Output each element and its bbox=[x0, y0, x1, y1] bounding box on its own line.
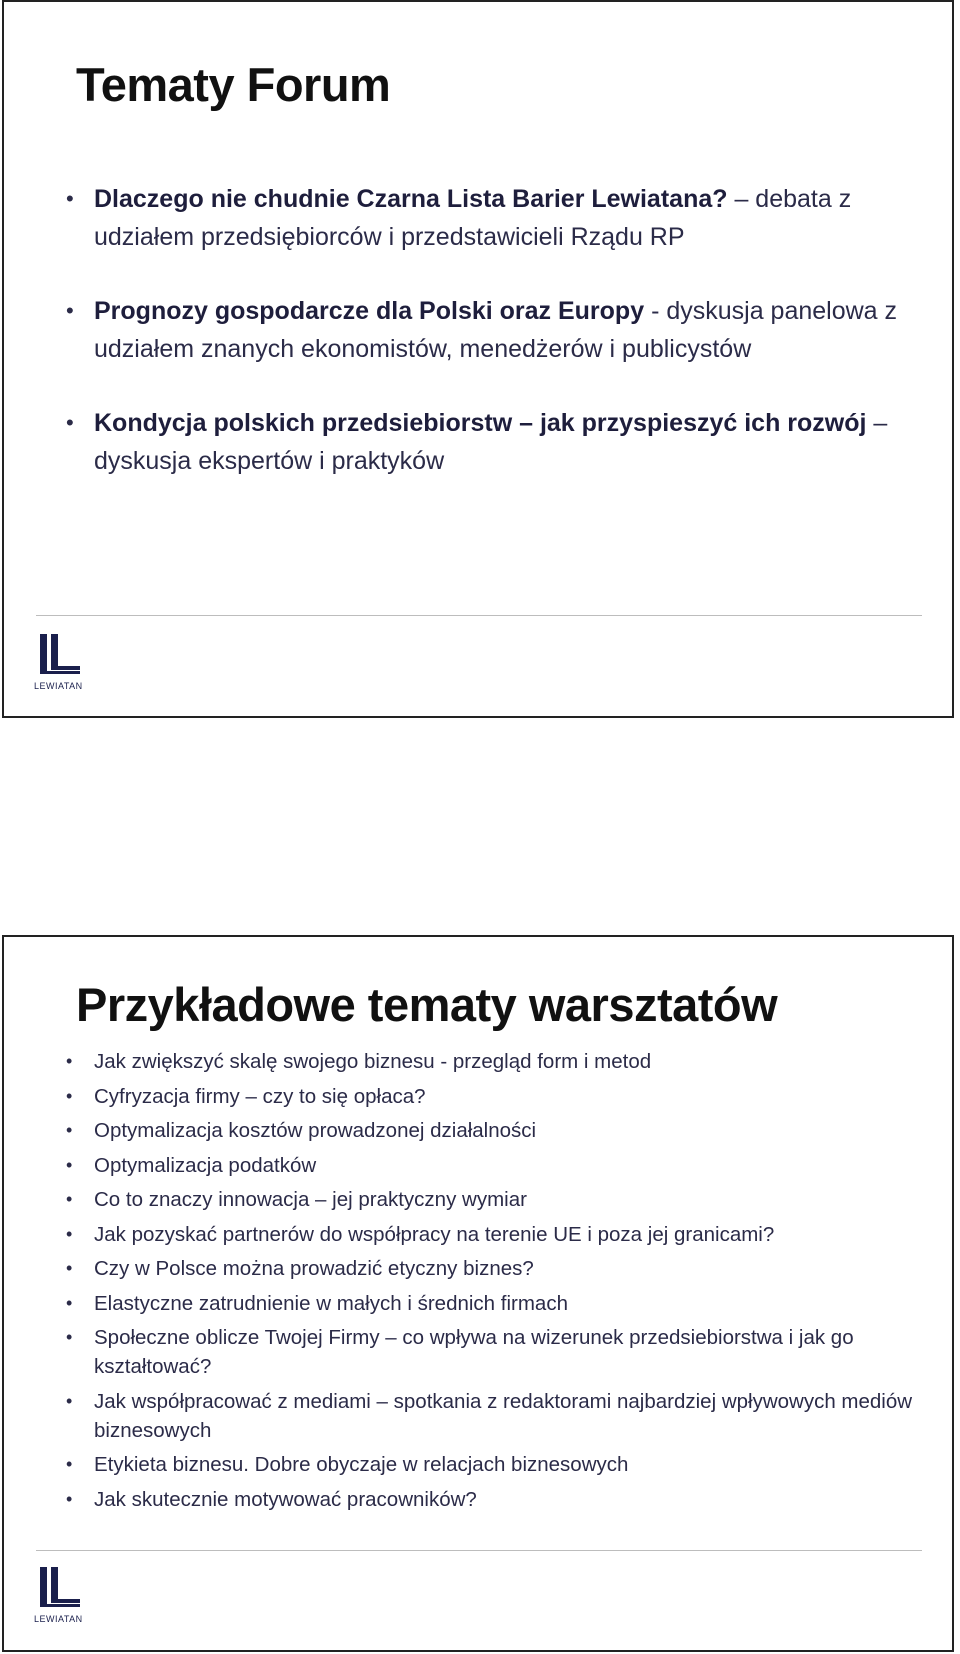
bullet-icon: • bbox=[66, 1488, 73, 1509]
bullet-icon: • bbox=[66, 298, 74, 323]
topic-detail: – debata z udziałem przedsiębiorców i przedstawicieli Rządu RP bbox=[94, 185, 852, 251]
list-item bbox=[44, 1323, 914, 1381]
lewiatan-logo bbox=[34, 1565, 86, 1631]
workshop-topic: Optymalizacja kosztów prowadzonej działalności bbox=[94, 1119, 537, 1142]
workshop-topic: Jak współpracować z mediami – spotkania z redaktorami najbardziej wpływowych mediów biznesowych bbox=[94, 1389, 913, 1442]
list-item bbox=[44, 1254, 914, 1283]
list-item bbox=[44, 1289, 914, 1318]
list-item bbox=[44, 1387, 914, 1445]
workshop-topic: Cyfryzacja firmy – czy to się opłaca? bbox=[94, 1084, 426, 1108]
bullet-icon: • bbox=[66, 1223, 73, 1244]
topic-lead: Dlaczego nie chudnie Czarna Lista Barier Lewiatana? bbox=[94, 185, 728, 213]
bullet-icon: • bbox=[66, 1189, 73, 1209]
bullet-icon: • bbox=[66, 186, 74, 211]
list-item bbox=[44, 180, 924, 256]
list-item bbox=[44, 404, 924, 480]
slide-tematy-forum bbox=[2, 0, 954, 718]
list-item bbox=[44, 1151, 914, 1180]
workshop-topic: Czy w Polsce można prowadzić etyczny biznes? bbox=[94, 1257, 534, 1280]
logo-wordmark: LEWIATAN bbox=[34, 681, 83, 691]
workshop-topic: Optymalizacja podatków bbox=[94, 1153, 317, 1177]
forum-topics-list bbox=[44, 180, 924, 516]
workshop-topic: Elastyczne zatrudnienie w małych i średnich firmach bbox=[94, 1291, 568, 1315]
workshop-topic: Co to znaczy innowacja – jej praktyczny wymiar bbox=[94, 1188, 527, 1211]
list-item bbox=[44, 1116, 914, 1145]
bullet-icon: • bbox=[66, 410, 74, 435]
bullet-icon: • bbox=[66, 1154, 73, 1175]
logo-wordmark: LEWIATAN bbox=[34, 1614, 83, 1624]
topic-lead: Kondycja polskich przedsiebiorstw – jak przyspieszyć ich rozwój bbox=[94, 409, 867, 437]
bullet-icon: • bbox=[66, 1327, 73, 1347]
bullet-icon: • bbox=[66, 1292, 73, 1313]
workshop-topic: Jak zwiększyć skalę swojego biznesu - przegląd form i metod bbox=[94, 1050, 652, 1073]
bullet-icon: • bbox=[66, 1051, 73, 1071]
list-item bbox=[44, 1185, 914, 1214]
list-item bbox=[44, 1047, 914, 1076]
lewiatan-logo-icon bbox=[38, 632, 80, 676]
list-item bbox=[44, 1450, 914, 1479]
lewiatan-logo-icon bbox=[38, 1565, 80, 1609]
list-item bbox=[44, 292, 924, 368]
workshop-topic: Etykieta biznesu. Dobre obyczaje w relacjach biznesowych bbox=[94, 1453, 629, 1476]
slide-przykladowe-tematy bbox=[2, 935, 954, 1652]
topic-lead: Prognozy gospodarcze dla Polski oraz Europy bbox=[94, 297, 645, 325]
bullet-icon: • bbox=[66, 1390, 73, 1411]
workshop-topics-list bbox=[44, 1047, 914, 1519]
slide-title: Tematy Forum bbox=[76, 58, 391, 111]
slide-title: Przykładowe tematy warsztatów bbox=[76, 978, 778, 1031]
bullet-icon: • bbox=[66, 1085, 73, 1106]
lewiatan-logo bbox=[34, 632, 86, 698]
bullet-icon: • bbox=[66, 1120, 73, 1140]
list-item bbox=[44, 1220, 914, 1249]
bullet-icon: • bbox=[66, 1258, 73, 1278]
footer-divider bbox=[36, 1550, 922, 1551]
list-item bbox=[44, 1485, 914, 1514]
bullet-icon: • bbox=[66, 1454, 73, 1474]
footer-divider bbox=[36, 615, 922, 616]
workshop-topic: Jak pozyskać partnerów do współpracy na terenie UE i poza jej granicami? bbox=[94, 1222, 775, 1246]
topic-detail: - dyskusja panelowa z udziałem znanych ekonomistów, menedżerów i publicystów bbox=[94, 297, 898, 363]
topic-detail: – dyskusja ekspertów i praktyków bbox=[94, 409, 888, 475]
workshop-topic: Jak skutecznie motywować pracowników? bbox=[94, 1487, 477, 1511]
workshop-topic: Społeczne oblicze Twojej Firmy – co wpływa na wizerunek przedsiebiorstwa i jak go kształtować? bbox=[94, 1326, 854, 1378]
list-item bbox=[44, 1082, 914, 1111]
